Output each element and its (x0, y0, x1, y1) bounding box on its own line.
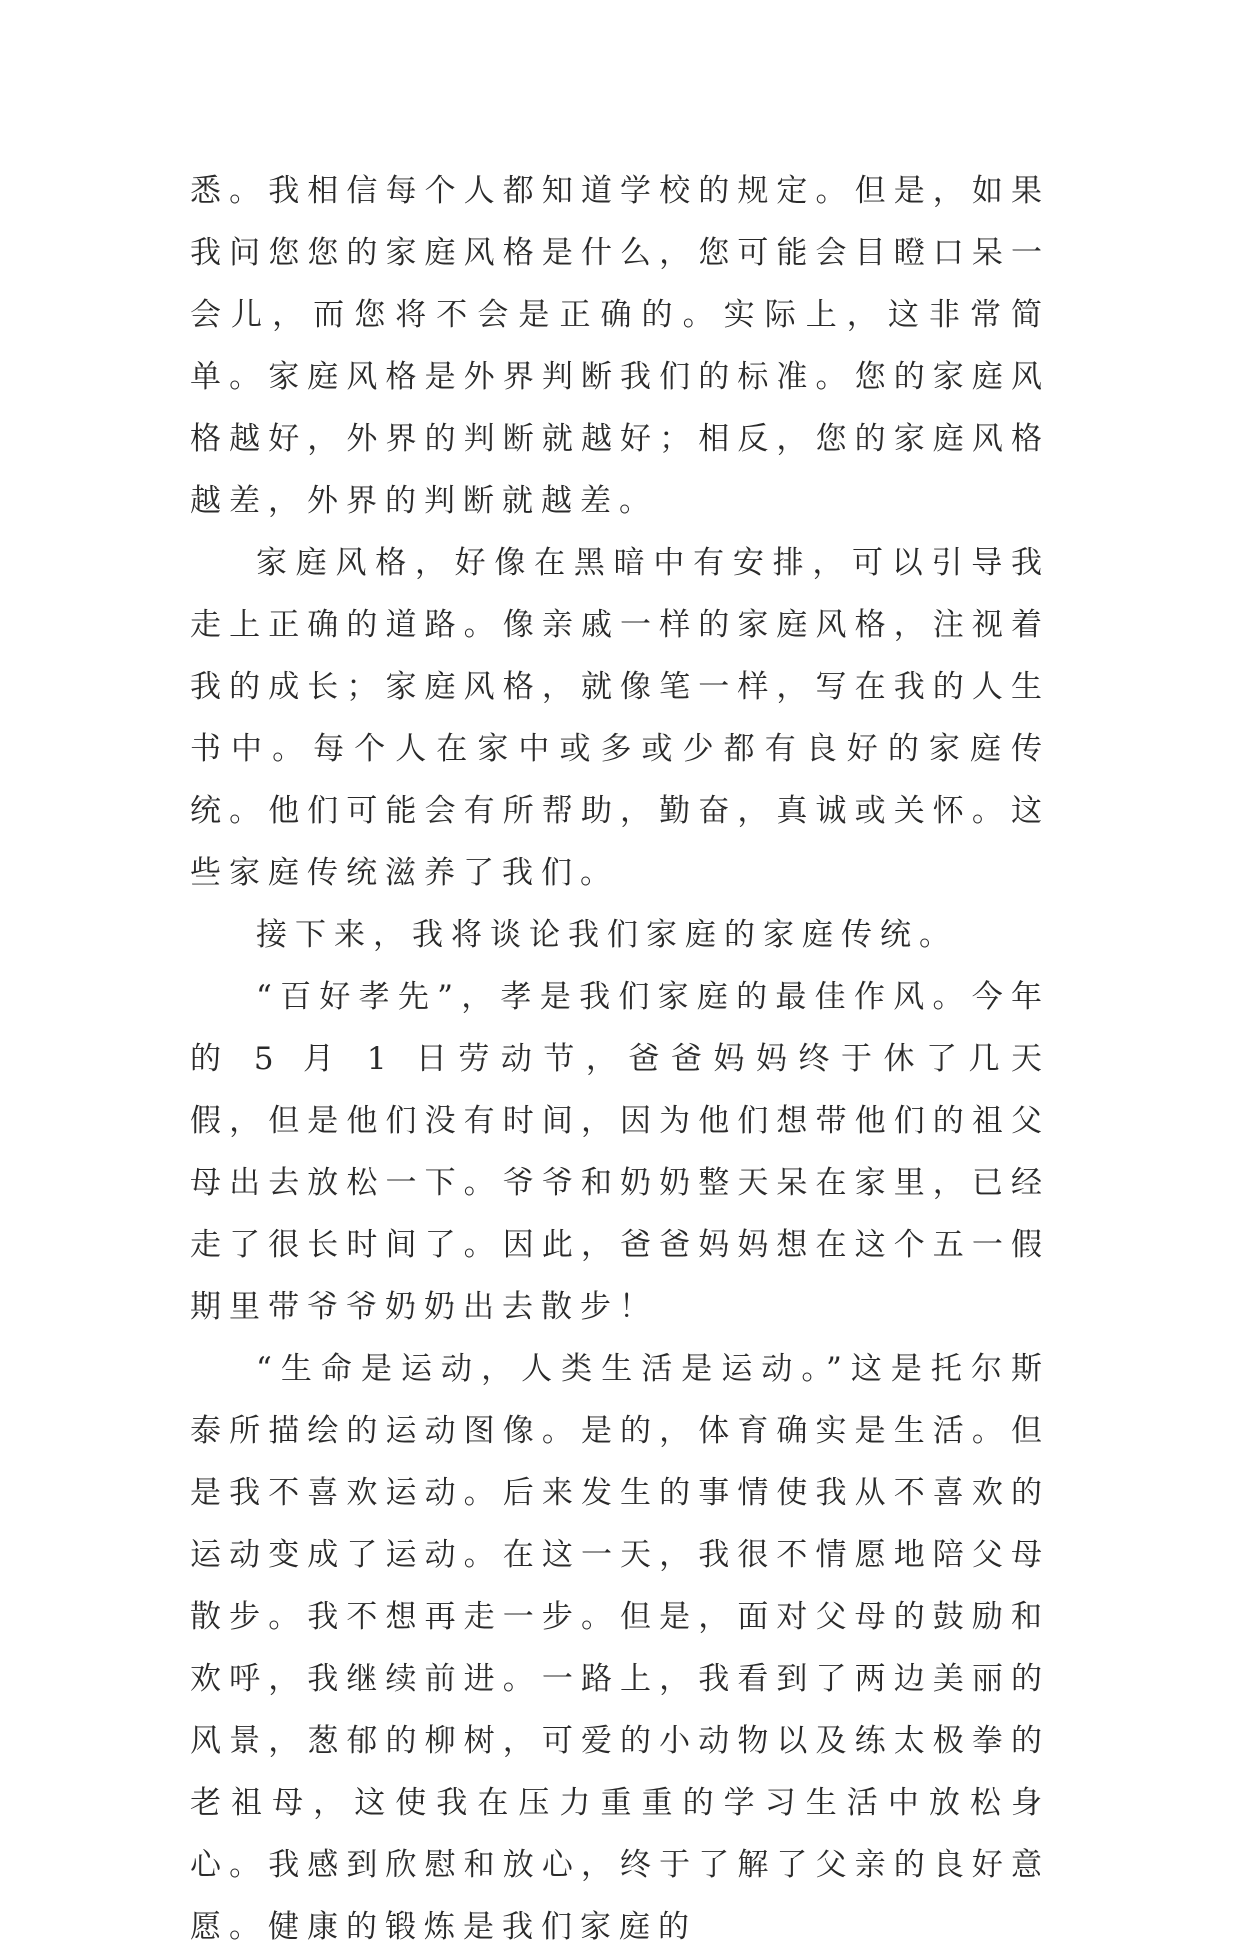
paragraph-1: 悉。我相信每个人都知道学校的规定。但是，如果我问您您的家庭风格是什么，您可能会目瞪口呆一会儿，而您将不会是正确的。实际上，这非常简单。家庭风格是外界判断我们的标准。您的家庭风格越好，外界的判断就越好；相反，您的家庭风格越差，外界的判断就越差。 (190, 173, 1050, 519)
paragraph-3: 接下来，我将谈论我们家庭的家庭传统。 (256, 917, 958, 953)
paragraph-4: “百好孝先”，孝是我们家庭的最佳作风。今年的 5 月 1 日劳动节，爸爸妈妈终于休了几天假，但是他们没有时间，因为他们想带他们的祖父母出去放松一下。爷爷和奶奶整天呆在家里，已经走了很长时间了。因此，爸爸妈妈想在这个五一假期里带爷爷奶奶出去散步！ (190, 979, 1050, 1325)
paragraph-2: 家庭风格，好像在黑暗中有安排，可以引导我走上正确的道路。像亲戚一样的家庭风格，注视着我的成长；家庭风格，就像笔一样，写在我的人生书中。每个人在家中或多或少都有良好的家庭传统。他们可能会有所帮助，勤奋，真诚或关怀。这些家庭传统滋养了我们。 (190, 545, 1050, 891)
document-body (190, 160, 1050, 1958)
paragraph-5: “生命是运动，人类生活是运动。”这是托尔斯泰所描绘的运动图像。是的，体育确实是生活。但是我不喜欢运动。后来发生的事情使我从不喜欢的运动变成了运动。在这一天，我很不情愿地陪父母散步。我不想再走一步。但是，面对父母的鼓励和欢呼，我继续前进。一路上，我看到了两边美丽的风景，葱郁的柳树，可爱的小动物以及练太极拳的老祖母，这使我在压力重重的学习生活中放松身心。我感到欣慰和放心，终于了解了父亲的良好意愿。健康的锻炼是我们家庭的 (190, 1351, 1050, 1945)
